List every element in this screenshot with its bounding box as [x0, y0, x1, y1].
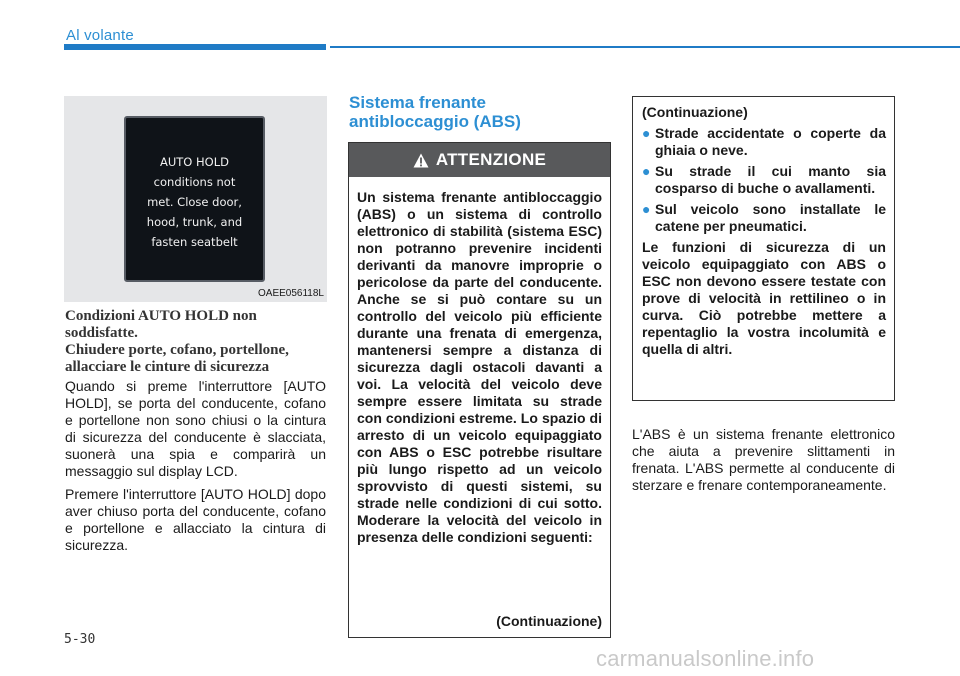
- warning-text: Un sistema frenante antibloccaggio (ABS) o un sistema di controllo elettronico di stabilità (sistema ESC) non potranno prevenire incidenti derivanti da manovre improprie o pericolose da parte del conducente. Anche se si può contare su un controllo del veicolo più efficiente durante una frenata di emergenza, mantenersi sempre a distanza di sicurezza dagli ostacoli davanti a voi. La velocità del veicolo deve sempre essere limitata su strade con condizioni estreme. Lo spazio di arresto di un veicolo equipaggiato con ABS o ESC potrebbe risultare più lungo rispetto ad un veicolo sprovvisto di questi sistemi, su strade nelle condizioni di cui sotto. Moderare la velocità del veicolo in presenza delle condizioni seguenti:: [357, 189, 602, 545]
- continuation-box: [632, 96, 895, 401]
- title-line: Sistema frenante: [349, 93, 486, 112]
- abs-section-title: [349, 93, 611, 131]
- bullet-dot-icon: ●: [642, 163, 651, 179]
- warning-continuation: (Continuazione): [496, 613, 602, 629]
- caption-line: allacciare le cinture di sicurezza: [65, 359, 270, 375]
- warning-header: [349, 143, 610, 177]
- bullet-dot-icon: ●: [642, 125, 651, 141]
- bullet-item: [642, 125, 886, 159]
- figure-caption: [65, 308, 327, 376]
- warning-label: ATTENZIONE: [435, 150, 547, 169]
- caption-line: Condizioni AUTO HOLD non: [65, 308, 257, 324]
- caption-line: Chiudere porte, cofano, portellone,: [65, 342, 289, 358]
- bullet-dot-icon: ●: [642, 201, 651, 217]
- header-rule-thick: [64, 44, 326, 50]
- continuation-heading: (Continuazione): [642, 104, 748, 120]
- bullet-text: Su strade il cui manto sia cosparso di buche o avallamenti.: [655, 163, 886, 196]
- lcd-display: [124, 116, 265, 282]
- lcd-line: met. Close door,: [147, 195, 242, 209]
- right-body-text: L'ABS è un sistema frenante elettronico che aiuta a prevenire slittamenti in frenata. L'ABS permette al conducente di sterzare e frenare contemporaneamente.: [632, 426, 895, 493]
- bullet-text: Sul veicolo sono installate le catene per pneumatici.: [655, 201, 886, 234]
- lcd-line: AUTO HOLD: [160, 155, 229, 169]
- bullet-item: [642, 201, 886, 235]
- lcd-message: [126, 152, 263, 252]
- left-body-text: [65, 378, 326, 560]
- figure-code: OAEE056118L: [258, 288, 324, 299]
- caption-line: soddisfatte.: [65, 325, 138, 341]
- figure-lcd-message: [64, 96, 327, 302]
- lcd-line: conditions not: [153, 175, 236, 189]
- section-header-title: Al volante: [66, 27, 134, 44]
- warning-triangle-icon: [413, 153, 429, 168]
- watermark: carmanualsonline.info: [596, 646, 815, 671]
- header-rule-thin: [330, 46, 960, 48]
- lcd-line: hood, trunk, and: [146, 215, 243, 229]
- paragraph: Quando si preme l'interruttore [AUTO HOLD], se porta del conducente, cofano e portellone non sono chiusi o la cintura di sicurezza del conducente è slacciata, suonerà una spia e comparirà un messaggio sul display LCD.: [65, 378, 326, 479]
- paragraph: Premere l'interruttore [AUTO HOLD] dopo aver chiuso porta del conducente, cofano e portellone e allacciato la cintura di sicurezza.: [65, 486, 326, 553]
- bullet-item: [642, 163, 886, 197]
- warning-box: [348, 142, 611, 638]
- bullet-text: Strade accidentate o coperte da ghiaia o neve.: [655, 125, 886, 158]
- continuation-paragraph: Le funzioni di sicurezza di un veicolo equipaggiato con ABS o ESC non devono essere testate con prove di velocità in rettilineo o in curva. Ciò potrebbe mettere a repentaglio la vostra incolumità e quella di altri.: [642, 239, 886, 357]
- lcd-line: fasten seatbelt: [151, 235, 238, 249]
- page-number: 5-30: [64, 632, 96, 647]
- title-line: antibloccaggio (ABS): [349, 112, 521, 131]
